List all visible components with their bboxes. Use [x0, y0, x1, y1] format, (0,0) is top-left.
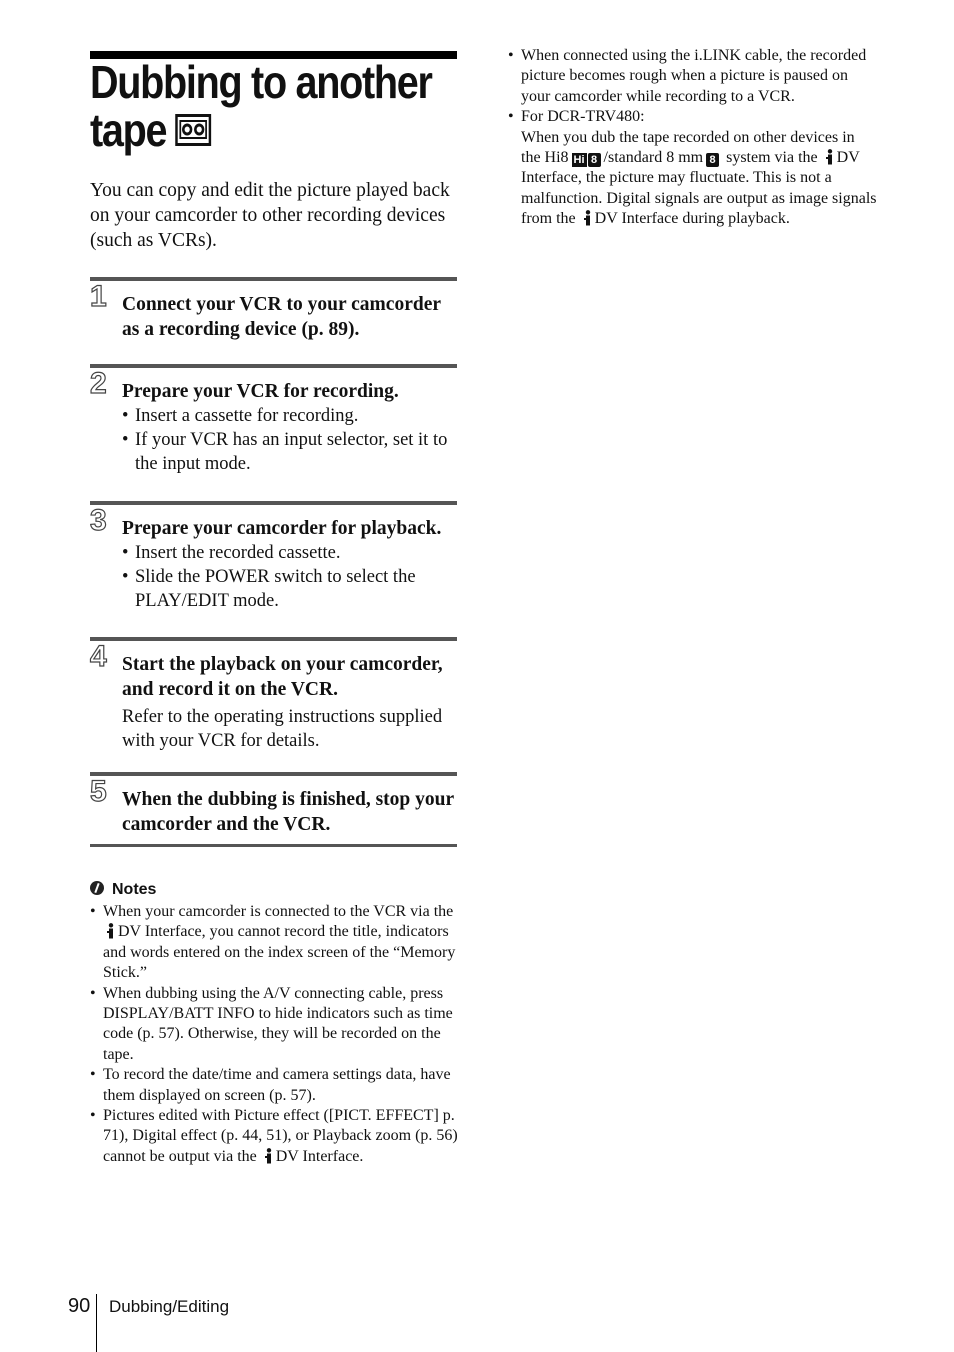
list-item — [90, 902, 460, 984]
notes-heading-label: Notes — [112, 881, 157, 898]
step-body — [90, 541, 457, 613]
section-name: Dubbing/Editing — [109, 1297, 230, 1316]
note-text: DV Interface, the picture may fluctuate. This is not a malfunction. Digital signals are output as image signals from the — [521, 149, 877, 228]
tape-cassette-icon — [175, 106, 211, 154]
step-rule — [90, 501, 457, 505]
list-item — [90, 1106, 460, 1167]
list-item: • Slide the POWER switch to select the PLAY/EDIT mode. — [122, 565, 457, 613]
notes-list-continued — [508, 46, 878, 230]
notes-heading — [90, 880, 156, 900]
dv-interface-icon — [106, 923, 115, 939]
note-text: When your camcorder is connected to the VCR via the — [103, 903, 454, 920]
step-1 — [90, 277, 457, 342]
step-body — [90, 404, 457, 476]
list-item: • When connected using the i.LINK cable, the recorded picture becomes rough when a picture is paused on your camcorder while recording to a VCR. — [508, 46, 878, 107]
dv-interface-icon — [264, 1148, 273, 1164]
step-4 — [90, 637, 457, 753]
step-number: 2 — [90, 367, 107, 400]
step-number: 5 — [90, 775, 107, 808]
list-item: • To record the date/time and camera settings data, have them displayed on screen (p. 57). — [90, 1065, 460, 1106]
note-text: system via the — [726, 149, 818, 167]
step-body: Refer to the operating instructions supplied with your VCR for details. — [122, 707, 443, 751]
note-text: Pictures edited with Picture effect ([PICT. EFFECT] p. 71), Digital effect (p. 44, 51), or Playback zoom (p. 56) cannot be output via the — [103, 1107, 458, 1165]
dv-interface-icon — [825, 149, 834, 165]
step-heading: Start the playback on your camcorder, and record it on the VCR. — [122, 654, 443, 700]
note-text: DV Interface, you cannot record the title, indicators and words entered on the index screen of the “Memory Stick.” — [103, 923, 456, 982]
step-rule — [90, 637, 457, 641]
step-number: 3 — [90, 504, 107, 537]
step-3 — [90, 501, 457, 613]
format-8-icon: 8 — [706, 153, 719, 167]
notes-icon — [90, 881, 104, 895]
hi8-logo-icon — [572, 153, 587, 167]
page-title-line-2 — [90, 106, 417, 158]
note-text: DV Interface during playback. — [594, 210, 790, 228]
steps-end-rule — [90, 844, 457, 847]
page-title — [90, 56, 432, 158]
note-text: /standard 8 mm — [603, 149, 704, 167]
list-item: • When dubbing using the A/V connecting cable, press DISPLAY/BATT INFO to hide indicators such as time code (p. 57). Otherwise, they will be recorded on the tape. — [90, 984, 460, 1066]
list-item: • Insert a cassette for recording. — [122, 404, 457, 428]
step-rule — [90, 364, 457, 368]
list-item — [508, 107, 878, 229]
step-rule — [90, 277, 457, 281]
step-rule — [90, 772, 457, 776]
step-5 — [90, 772, 457, 837]
footer-divider — [96, 1294, 97, 1352]
note-subheading: For DCR-TRV480: — [521, 108, 645, 126]
intro-paragraph: You can copy and edit the picture played back on your camcorder to other recording devices (such as VCRs). — [90, 180, 450, 251]
hi8-logo-text: Hi — [573, 154, 585, 167]
notes-list — [90, 902, 460, 1167]
page-title-line-1: Dubbing to another — [90, 56, 432, 108]
note-text: When you dub the tape recorded on other devices in the Hi8 — [521, 128, 855, 167]
dv-interface-icon — [583, 210, 592, 226]
step-number: 1 — [90, 280, 107, 313]
step-heading: When the dubbing is finished, stop your camcorder and the VCR. — [122, 789, 454, 835]
page-number: 90 — [68, 1295, 91, 1317]
step-heading: Prepare your camcorder for playback. — [122, 518, 442, 539]
list-item: • If your VCR has an input selector, set it to the input mode. — [122, 428, 457, 476]
list-item: • Insert the recorded cassette. — [122, 541, 457, 565]
note-text: DV Interface. — [275, 1147, 364, 1165]
format-8-icon: 8 — [588, 153, 601, 167]
step-heading: Connect your VCR to your camcorder as a recording device (p. 89). — [122, 294, 441, 340]
step-number: 4 — [90, 640, 107, 673]
page-title-word: tape — [90, 104, 167, 156]
step-2 — [90, 364, 457, 476]
step-heading: Prepare your VCR for recording. — [122, 381, 399, 402]
